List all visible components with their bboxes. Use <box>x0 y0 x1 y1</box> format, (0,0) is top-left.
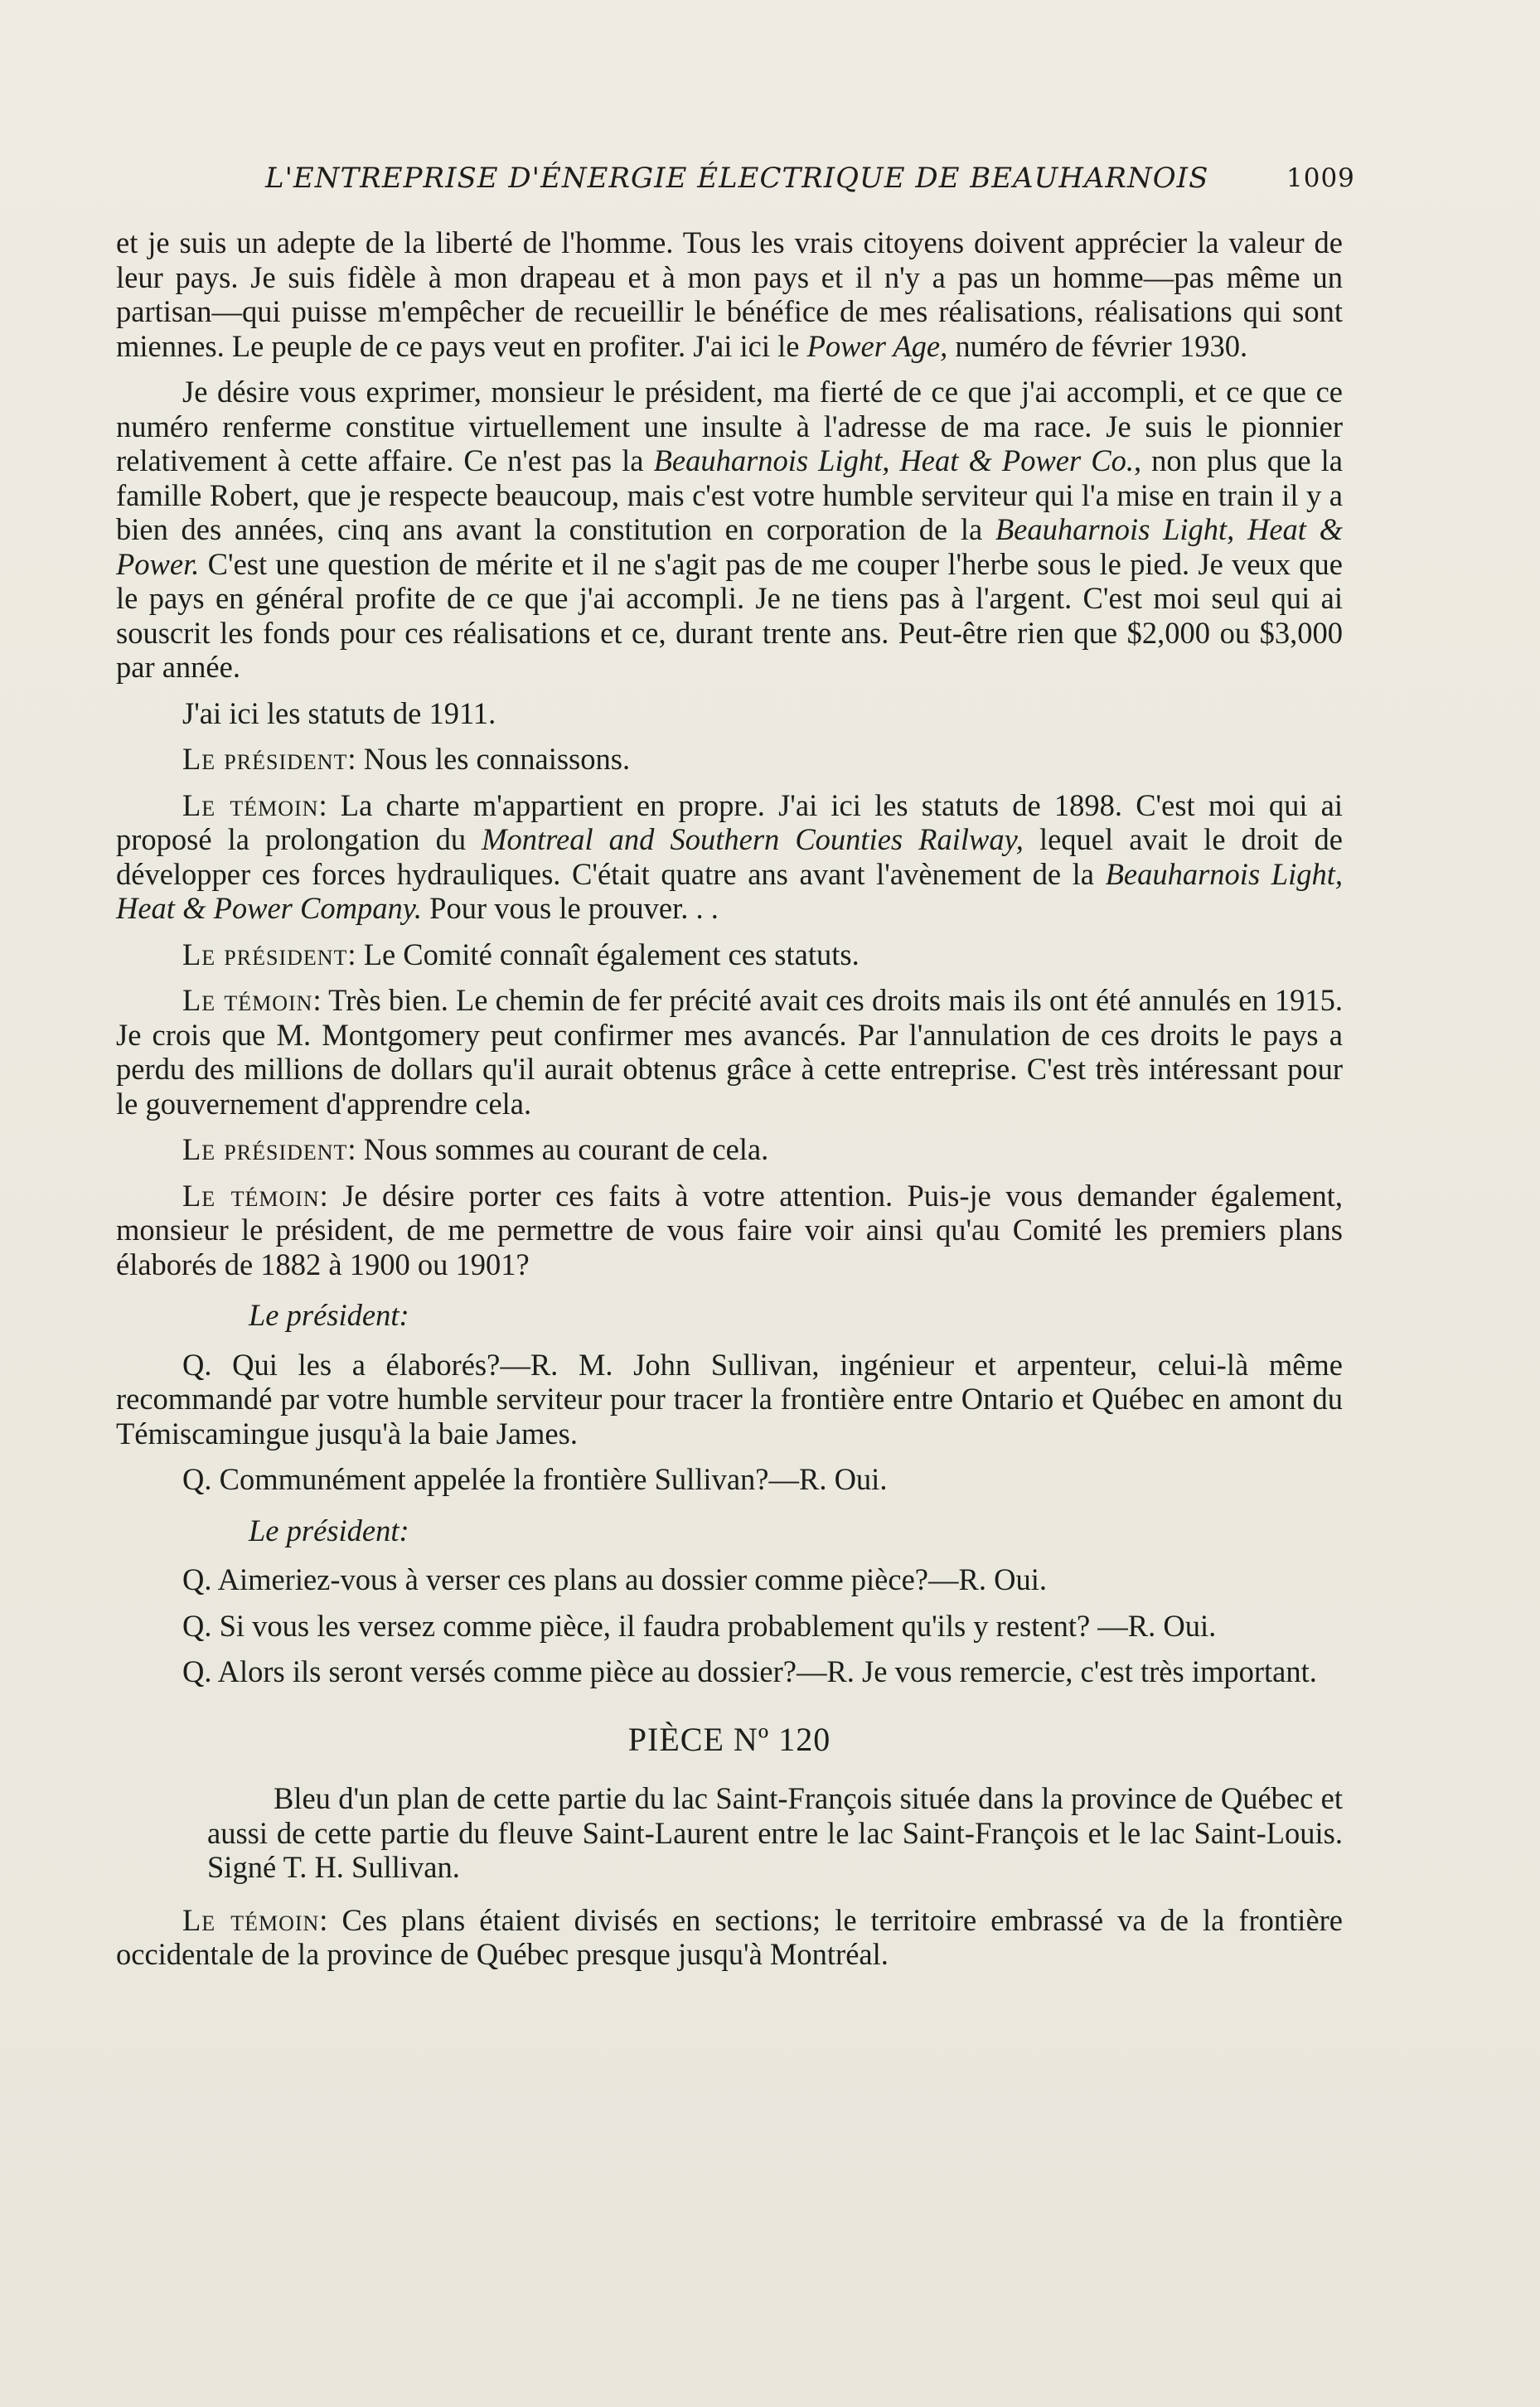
text-run: Je désire vous exprimer, monsieur le président, ma fierté de ce que j'ai accompli, et ce que ce numéro renferme constitue virtuellement une insulte à l'adresse de ma race. Je suis le pionnier relativement à cette affaire. Ce n'est pas la <box>116 375 1343 477</box>
text-run: et je suis un adepte de la liberté de l'homme. Tous les vrais citoyens doivent apprécier la valeur de leur pays. Je suis fidèle à mon drapeau et à mon pays et il n'y a pas un homme—pas même un partisan—qui puisse m'empêcher de recueillir le bénéfice de mes réalisations, réalisations qui sont miennes. Le peuple de ce pays veut en profiter. J'ai ici le <box>116 225 1343 363</box>
speaker-label: Le président <box>182 1132 348 1166</box>
paragraph <box>116 225 1343 363</box>
question-answer: Q. Qui les a élaborés?—R. M. John Sullivan, ingénieur et arpenteur, celui-là même recommandé par votre humble serviteur pour tracer la frontière entre Ontario et Québec en amont du Témiscamingue jusqu'à la baie James. <box>116 1347 1343 1450</box>
text-run: lequel avait le droit de développer ces forces hydrauliques. C'était quatre ans avant l'avènement de la <box>116 822 1344 891</box>
italic-company-name: Beauharnois Light, Heat & Power Company. <box>116 856 1343 925</box>
question-answer: Q. Alors ils seront versés comme pièce au dossier?—R. Je vous remercie, c'est très important. <box>182 1654 1317 1688</box>
text-run: C'est une question de mérite et il ne s'agit pas de me couper l'herbe sous le pied. Je veux que le pays en général profite de ce que j'ai accompli. Je ne tiens pas à l'argent. C'est moi seul qui ai souscrit les fonds pour ces réalisations et ce, durant trente ans. Peut-être rien que $2,000 ou $3,000 par année. <box>116 546 1343 684</box>
paragraph <box>116 983 1343 1121</box>
paragraph <box>116 742 1343 777</box>
speaker-label: Le président <box>182 937 348 971</box>
italic-title: Power Age, <box>806 328 948 363</box>
exhibit-title: PIÈCE Nº 120 <box>627 1720 831 1758</box>
italic-company-name: Beauharnois Light, Heat & Power. <box>116 512 1344 581</box>
paragraph <box>116 788 1343 926</box>
paragraph <box>116 375 1343 685</box>
speaker-label: Le témoin <box>182 1178 320 1213</box>
paragraph: J'ai ici les statuts de 1911. <box>182 695 496 730</box>
question-answer: Q. Si vous les versez comme pièce, il faudra probablement qu'ils y restent? —R. Oui. <box>182 1608 1217 1643</box>
text-run: Pour vous le prouver. . . <box>422 891 719 925</box>
paragraph <box>116 937 1343 972</box>
paragraph <box>116 1179 1343 1282</box>
text-run: : Nous sommes au courant de cela. <box>347 1132 769 1166</box>
speaker-heading: Le président: <box>249 1298 409 1332</box>
exhibit-description: Bleu d'un plan de cette partie du lac Saint-François située dans la province de Québec et aussi de cette partie du fleuve Saint-Laurent entre le lac Saint-François et le lac Saint-Louis. Signé T. H. Sullivan. <box>207 1781 1343 1884</box>
text-run: , non plus que la famille Robert, que je respecte beaucoup, mais c'est votre humble serviteur qui l'a mise en train il y a bien des années, cinq ans avant la constitution en corporation de la <box>116 443 1344 546</box>
speaker-label: Le témoin <box>182 787 319 822</box>
paragraph <box>116 1132 1343 1167</box>
paragraph <box>116 1903 1343 1972</box>
speaker-label: Le témoin <box>182 1902 320 1937</box>
text-run: : La charte m'appartient en propre. J'ai ici les statuts de 1898. C'est moi qui ai proposé la prolongation du <box>116 787 1343 856</box>
page-number: 1009 <box>1286 163 1355 193</box>
text-run: : Le Comité connaît également ces statuts. <box>347 937 860 971</box>
italic-company-name: Beauharnois Light, Heat & Power Co. <box>653 443 1134 477</box>
text-run: numéro de février 1930. <box>947 328 1248 363</box>
text-run: : Je désire porter ces faits à votre attention. Puis-je vous demander également, monsieur le président, de me permettre de vous faire voir ainsi qu'au Comité les premiers plans élaborés de 1882 à 1900 ou 1901? <box>116 1178 1344 1281</box>
speaker-label: Le président <box>182 742 348 776</box>
text-run: : Très bien. Le chemin de fer précité avait ces droits mais ils ont été annulés en 1915. Je crois que M. Montgomery peut confirmer mes avancés. Par l'annulation de ces droits le pays a perdu des millions de dollars qu'il aurait obtenus grâce à cette entreprise. C'est très intéressant pour le gouvernement d'apprendre cela. <box>116 983 1343 1121</box>
text-run: : Nous les connaissons. <box>347 742 631 776</box>
page-header <box>0 162 1540 201</box>
speaker-heading: Le président: <box>249 1513 409 1547</box>
running-title: L'ENTREPRISE D'ÉNERGIE ÉLECTRIQUE DE BEAUHARNOIS <box>265 162 1209 195</box>
question-answer: Q. Communément appelée la frontière Sullivan?—R. Oui. <box>182 1462 888 1496</box>
italic-company-name: Montreal and Southern Counties Railway, <box>482 822 1024 856</box>
text-run: : Ces plans étaient divisés en sections; le territoire embrassé va de la frontière occidentale de la province de Québec presque jusqu'à Montréal. <box>116 1902 1343 1971</box>
body-text <box>116 225 1343 1983</box>
question-answer: Q. Aimeriez-vous à verser ces plans au dossier comme pièce?—R. Oui. <box>182 1562 1047 1596</box>
speaker-label: Le témoin <box>182 983 313 1017</box>
